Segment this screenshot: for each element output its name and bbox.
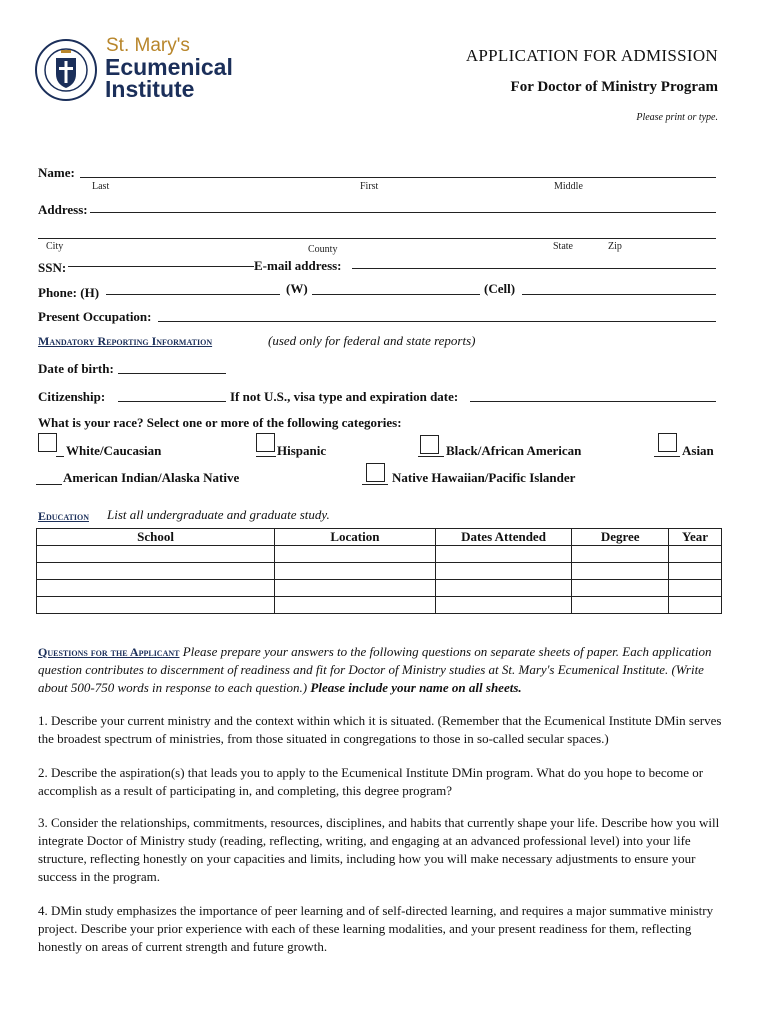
questions-section-title: Questions for the Applicant — [38, 645, 180, 659]
year-header: Year — [669, 529, 722, 546]
middle-caption: Middle — [554, 181, 583, 192]
phone-cell-label: (Cell) — [484, 281, 516, 296]
question-3: 3. Consider the relationships, commitments, resources, disciplines, and habits that currently shape your life. Describe how you will integrate Doctor of Ministry study (reading, reflecting, writing, and engaging at an advanced professional level) into your life structure, reflecting honestly on your capacities and limits, including how you will make necessary adjustments to ensure your success in the program. — [38, 815, 720, 884]
phone-cell-field[interactable] — [522, 294, 716, 295]
hawaiian-checkbox[interactable] — [366, 463, 385, 482]
table-row[interactable] — [37, 597, 722, 614]
visa-field[interactable] — [470, 401, 716, 402]
first-caption: First — [360, 181, 379, 192]
print-note: Please print or type. — [636, 112, 718, 123]
city-caption: City — [46, 241, 64, 252]
questions-intro: Please prepare your answers to the following questions on separate sheets of paper. Each application question contributes to discernment of readiness and fit for Doctor of Ministry studies at St. Mary's Ecumenical Institute. (Write about 500-750 words in response to each question.) — [38, 644, 712, 695]
address-label: Address: — [38, 202, 88, 217]
citizenship-field[interactable] — [118, 401, 226, 402]
seal-icon — [34, 38, 98, 102]
address-field[interactable] — [90, 212, 716, 213]
education-note: List all undergraduate and graduate study. — [107, 507, 330, 522]
address-line2-field[interactable] — [38, 238, 716, 239]
education-section-title: Education — [38, 509, 89, 523]
table-row[interactable] — [37, 580, 722, 597]
table-row[interactable] — [37, 546, 722, 563]
ssn-label: SSN: — [38, 260, 67, 275]
school-header: School — [37, 529, 275, 546]
occupation-label: Present Occupation: — [38, 309, 152, 324]
table-row[interactable] — [37, 563, 722, 580]
white-label: White/Caucasian — [66, 443, 162, 458]
email-label: E-mail address: — [254, 258, 342, 273]
visa-label: If not U.S., visa type and expiration date: — [230, 389, 459, 404]
name-field[interactable] — [80, 177, 716, 178]
mandatory-section-title: Mandatory Reporting Information — [38, 334, 213, 348]
form-subtitle: For Doctor of Ministry Program — [510, 79, 718, 95]
mandatory-note: (used only for federal and state reports) — [268, 333, 476, 348]
phone-work-label: (W) — [286, 281, 308, 296]
black-label: Black/African American — [446, 443, 582, 458]
dates-header: Dates Attended — [435, 529, 572, 546]
zip-caption: Zip — [608, 241, 622, 252]
question-4: 4. DMin study emphasizes the importance of peer learning and of self-directed learning, and requires a major summative ministry project. Describe your prior experience with each of these learning modalities, and your present readiness for them, reflecting honestly on areas of current strength and future growth. — [38, 903, 714, 954]
logo-line2: Ecumenical — [105, 54, 233, 80]
asian-label: Asian — [682, 443, 714, 458]
black-checkbox[interactable] — [420, 435, 439, 454]
question-2: 2. Describe the aspiration(s) that leads you to apply to the Ecumenical Institute DMin program. What do you hope to become or accomplish as a result of participating in, and completing, this degree program? — [38, 765, 704, 798]
dob-label: Date of birth: — [38, 361, 114, 376]
state-caption: State — [553, 241, 573, 252]
last-caption: Last — [92, 181, 110, 192]
county-caption: County — [308, 244, 338, 255]
email-field[interactable] — [352, 268, 716, 269]
ssn-field[interactable] — [68, 266, 254, 267]
occupation-field[interactable] — [158, 321, 716, 322]
phone-home-label: Phone: (H) — [38, 285, 100, 300]
hawaiian-label: Native Hawaiian/Pacific Islander — [392, 470, 576, 485]
questions-intro-block — [38, 643, 722, 697]
asian-checkbox[interactable] — [658, 433, 677, 452]
location-header: Location — [275, 529, 436, 546]
hispanic-checkbox[interactable] — [256, 433, 275, 452]
american-indian-label: American Indian/Alaska Native — [63, 470, 240, 485]
education-table — [36, 528, 722, 614]
hispanic-label: Hispanic — [277, 443, 327, 458]
dob-field[interactable] — [118, 373, 226, 374]
citizenship-label: Citizenship: — [38, 389, 106, 404]
education-header-row — [37, 529, 722, 546]
phone-work-field[interactable] — [312, 294, 480, 295]
phone-home-field[interactable] — [106, 294, 280, 295]
question-1: 1. Describe your current ministry and the context within which it is situated. (Remember that the Ecumenical Institute DMin serves the broadest spectrum of ministries, from those situated in congregations to those in so-called secular spaces.) — [38, 713, 722, 746]
american-indian-checkbox[interactable] — [36, 484, 62, 485]
questions-intro-bold: Please include your name on all sheets. — [310, 680, 522, 695]
form-title: APPLICATION FOR ADMISSION — [465, 46, 718, 65]
degree-header: Degree — [572, 529, 669, 546]
name-label: Name: — [38, 165, 75, 180]
white-checkbox[interactable] — [38, 433, 57, 452]
logo-line1: St. Mary's — [106, 35, 190, 56]
logo-line3: Institute — [105, 76, 195, 102]
race-question: What is your race? Select one or more of the following categories: — [38, 415, 402, 430]
